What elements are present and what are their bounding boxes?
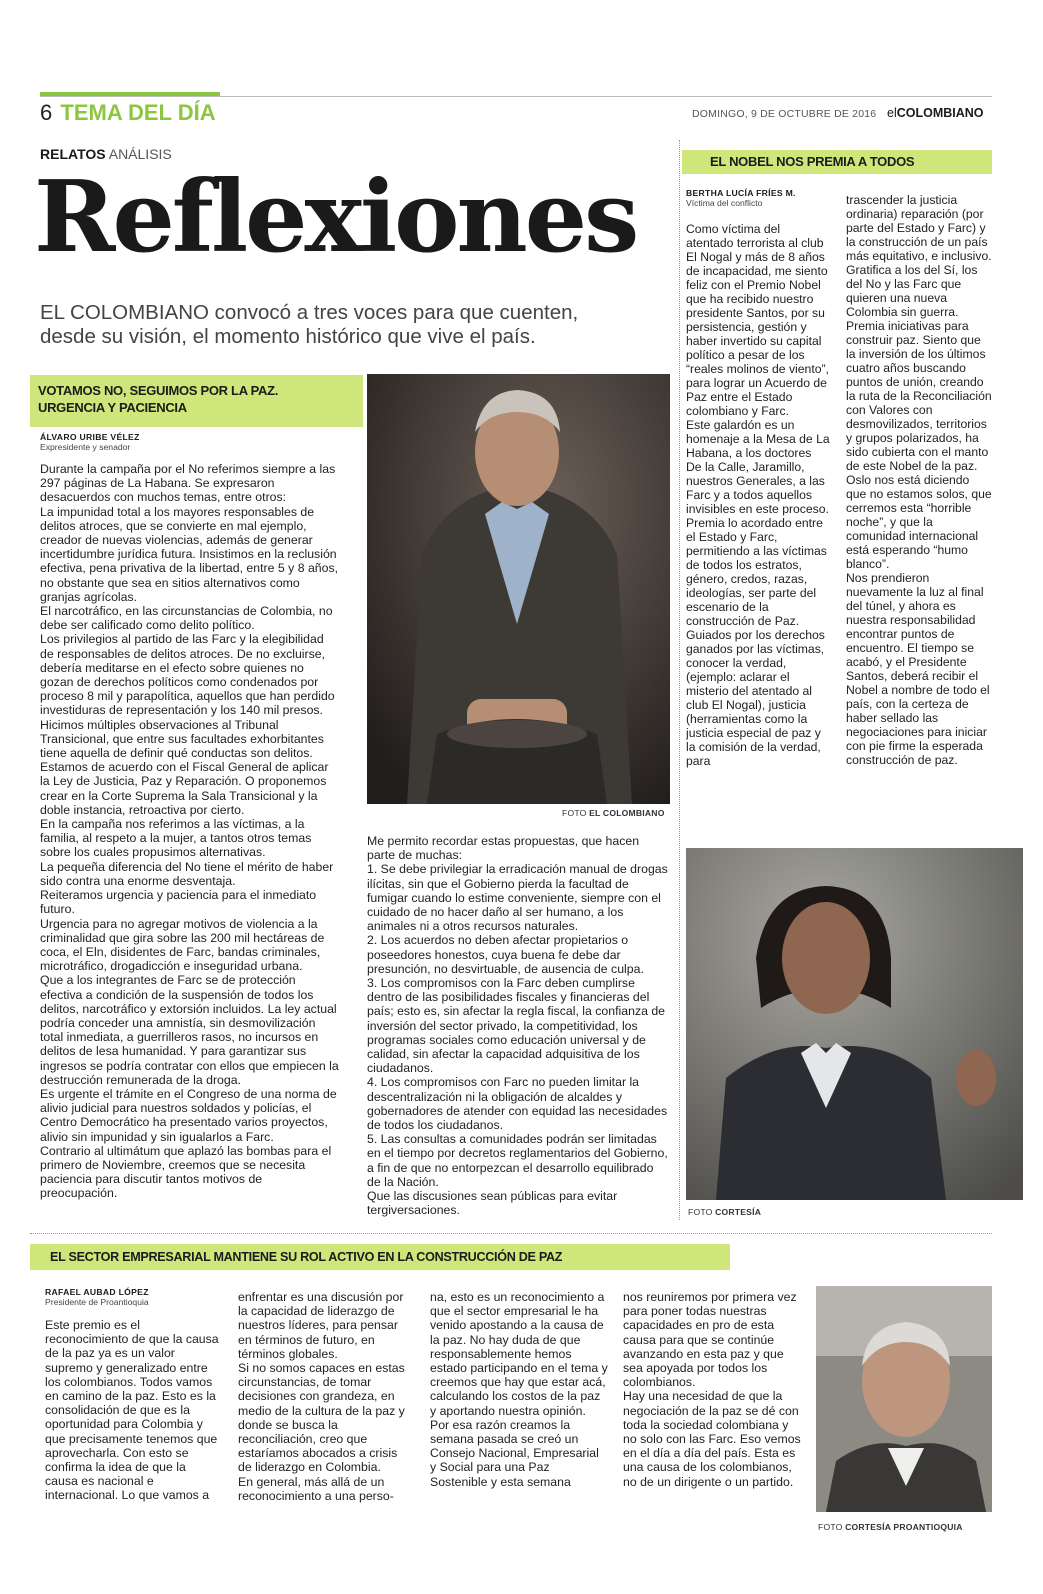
uribe-paragraph: Me permito recordar estas propuestas, que hacen parte de muchas: — [367, 834, 640, 863]
uribe-paragraph: 2. Los acuerdos no deben afectar propietarios o poseedores honestos, cuya buena fe debe dar presunción, no desvirtuable, de ausencia de culpa. — [367, 933, 644, 976]
uribe-paragraph: La pequeña diferencia del No tiene el mérito de haber sido contra una enorme desventaja. — [40, 859, 334, 888]
uribe-paragraph: Que a los integrantes de Farc se de protección efectiva a condición de la suspensión de todos los delitos, narcotráfico y extorsión incluidos. La ley actual podría conceder una amnistía, sin desmovilización total inmediata, a guerrilleros rasos, no incursos en delitos de lesa humanidad. Y para garantizar sus ingresos se podría contratar con ellos que empiecen la destrucción remunerada de la droga. — [40, 973, 339, 1087]
uribe-photo — [367, 374, 670, 804]
uribe-paragraph: Durante la campaña por el No referimos siempre a las 297 páginas de La Habana. Se expresaron desacuerdos con muchos temas, entre otros: — [40, 462, 336, 505]
aubad-paragraph: Por esa razón creamos la semana pasada se creó un Consejo Nacional, Empresarial y Social para una Paz Sostenible y esta semana — [430, 1417, 599, 1489]
fries-banner: EL NOBEL NOS PREMIA A TODOS — [682, 150, 992, 174]
uribe-paragraph: Contrario al ultimátum que aplazó las bombas para el primero de Noviembre, creemos que se necesita paciencia para discutir tantos motivos de preocupación. — [40, 1143, 332, 1201]
uribe-paragraph: 5. Las consultas a comunidades podrán ser limitadas en el tiempo por decretos reglamentarios del Gobierno, a fin de que no entorpezcan el desarrollo equilibrado de la Nación. — [367, 1132, 668, 1189]
aubad-paragraph: En general, más allá de un reconocimiento a una perso- — [238, 1474, 394, 1503]
aubad-column-2 — [238, 1290, 414, 1538]
aubad-caption-prefix: FOTO — [818, 1522, 843, 1532]
aubad-photo — [816, 1286, 992, 1512]
uribe-role: Expresidente y senador — [40, 442, 131, 452]
uribe-paragraph: El narcotráfico, en las circunstancias de Colombia, no debe ser calificado como delito político. — [40, 604, 333, 633]
fries-paragraph: trascender la justicia ordinaria) reparación (por parte del Estado y Farc) y la construcción de un país más equitativo, e inclusivo. — [846, 193, 992, 263]
fries-author: BERTHA LUCÍA FRÍES M. — [686, 188, 796, 198]
aubad-paragraph: nos reuniremos por primera vez para poner todas nuestras capacidades en pro de esta causa para que se continúe avanzando en esta paz y que sea apoyada por todos los colombianos. — [623, 1290, 797, 1390]
fries-paragraph: Premia iniciativas para construir paz. Siento que la inversión de los últimos cuatro años buscando puntos de unión, creando la ruta de la Reconciliación con Valores con desmovilizados, territorios y grupos polarizados, ha sido cubierta con el manto de este Nobel de la paz. — [846, 319, 992, 473]
aubad-column-1 — [45, 1318, 220, 1538]
uribe-caption-prefix: FOTO — [562, 808, 587, 818]
column-divider — [679, 140, 680, 1220]
uribe-author: ÁLVARO URIBE VÉLEZ — [40, 432, 140, 442]
deck: EL COLOMBIANO convocó a tres voces para que cuenten, desde su visión, el momento histórico que vive el país. — [40, 301, 579, 348]
aubad-role: Presidente de Proantioquia — [45, 1297, 149, 1307]
uribe-paragraph: En la campaña nos referimos a las víctimas, a la familia, al respeto a la mujer, a tantos otros temas sobre los cuales propusimos alternativas. — [40, 817, 312, 860]
uribe-column-1 — [40, 462, 340, 1222]
uribe-paragraph: 3. Los compromisos con la Farc deben cumplirse dentro de las posibilidades fiscales y financieras del país; esto es, sin afectar la regla fiscal, la confianza de inversión del sector privado, la competitividad, los programas sociales como educación universal y de calidad, sin afectar la capacidad adquisitiva de los ciudadanos. — [367, 976, 666, 1076]
section-name: TEMA DEL DÍA — [60, 100, 216, 125]
uribe-banner-line1: VOTAMOS NO, SEGUIMOS POR LA PAZ. — [38, 383, 279, 398]
aubad-paragraph: Este premio es el reconocimiento de que la causa de la paz ya es un valor supremo y generalizado entre los colombianos. Todos vamos en camino de la paz. Esto es la consolidación de que es la oportunidad para Colombia y que precisamente tenemos que aprovecharla. Con esto se confirma la idea de que la causa es nacional e internacional. Lo que vamos a — [45, 1318, 219, 1503]
uribe-paragraph: Es urgente el trámite en el Congreso de una norma de alivio judicial para nuestros soldados y policías, el Centro Democrático ha presentado varios proyectos, alivio sin impunidad y sin igualarlos a Farc. — [40, 1086, 337, 1144]
brand-prefix: el — [887, 106, 897, 120]
uribe-paragraph: 1. Se debe privilegiar la erradicación manual de drogas ilícitas, sin que el Gobierno pierda la facultad de fumigar cuando lo estime conveniente, siempre con el cuidado de no hacer daño al ser humano, a los animales ni a otros recursos naturales. — [367, 862, 668, 934]
aubad-banner: EL SECTOR EMPRESARIAL MANTIENE SU ROL ACTIVO EN LA CONSTRUCCIÓN DE PAZ — [30, 1244, 730, 1270]
aubad-column-3 — [430, 1290, 608, 1538]
fries-caption-prefix: FOTO — [688, 1207, 713, 1217]
aubad-column-4 — [623, 1290, 803, 1538]
page-number: 6 — [40, 100, 53, 125]
fries-paragraph: Este galardón es un homenaje a la Mesa de La Habana, a los doctores De la Calle, Jaramillo, nuestros Generales, a las Farc y a todos aquellos invisibles en este proceso. — [686, 418, 830, 516]
uribe-banner — [30, 375, 363, 427]
uribe-column-2 — [367, 834, 670, 1220]
uribe-paragraph: La impunidad total a los mayores responsables de delitos atroces, que se convierte en mal ejemplo, creador de nuevas violencias, además de generar incertidumbre jurídica futura. Insistimos en la reclusión efectiva, pena privativa de la libertad, entre 5 y 8 años, no obstante que sea en sitios alternativos como granjas agrícolas. — [40, 504, 339, 604]
fries-column-2 — [846, 193, 992, 823]
aubad-paragraph: Si no somos capaces en estas circunstancias, de tomar decisiones con grandeza, en medio de la cultura de la paz y donde se busca la reconciliación, creo que estaríamos abocados a crisis de liderazgo en Colombia. — [238, 1361, 405, 1475]
uribe-banner-line2: URGENCIA Y PACIENCIA — [38, 400, 187, 415]
headline: Reflexiones — [34, 160, 637, 275]
uribe-paragraph: Los privilegios al partido de las Farc y la elegibilidad de responsables de delitos atroces. De no excluirse, debería meditarse en el efecto sobre quienes no gozan de derechos políticos como condenados por proceso 8 mil y parapolítica, aquellos que han perdido investiduras de representación y los 140 mil presos. — [40, 632, 335, 718]
brand-logo — [887, 106, 984, 120]
uribe-paragraph: Estamos de acuerdo con el Fiscal General de aplicar la Ley de Justicia, Paz y Reparación. O proponemos crear en la Corte Suprema la Sala Transicional y la doble instancia, retroactiva por cierto. — [40, 760, 329, 817]
uribe-paragraph: Hicimos múltiples observaciones al Tribunal Transicional, que entre sus facultades exhorbitantes tiene aquella de definir qué conductas son delitos. — [40, 717, 324, 761]
aubad-paragraph: Hay una necesidad de que la negociación de la paz se dé con toda la sociedad colombiana y no solo con las Farc. Eso vemos en el día a día del país. Esta es una causa de los colombianos, no de un dirigente o un partido. — [623, 1389, 801, 1489]
aubad-author: RAFAEL AUBAD LÓPEZ — [45, 1287, 149, 1297]
kicker-light: ANÁLISIS — [108, 146, 172, 162]
section-divider — [30, 1233, 992, 1234]
uribe-photo-image — [367, 374, 670, 804]
fries-caption-source: CORTESÍA — [715, 1207, 762, 1217]
kicker-bold: RELATOS — [40, 146, 106, 162]
fries-photo-image — [686, 848, 1023, 1200]
aubad-paragraph: enfrentar es una discusión por la capacidad de liderazgo de nuestros líderes, para pensar en términos de futuro, en términos globales. — [238, 1290, 404, 1361]
uribe-paragraph: Urgencia para no agregar motivos de violencia a la criminalidad que gira sobre las 200 mil hectáreas de coca, el Eln, disidentes de Farc, bandas criminales, microtráfico, drogadicción e inseguridad urbana. — [40, 916, 325, 974]
fries-column-1 — [686, 222, 830, 822]
aubad-photo-caption — [818, 1522, 963, 1532]
section-header — [40, 101, 216, 125]
brand-name: COLOMBIANO — [896, 106, 984, 120]
uribe-caption-source: EL COLOMBIANO — [589, 808, 665, 818]
fries-role: Víctima del conflicto — [686, 198, 763, 208]
fries-paragraph: Gratifica a los del Sí, los del No y las Farc que quieren una nueva Colombia sin guerra. — [846, 263, 978, 319]
aubad-paragraph: na, esto es un reconocimiento a que el sector empresarial le ha venido apostando a la causa de la paz. No hay duda de que responsablemente hemos estado participando en el tema y creemos que hay que estar acá, calculando los costos de la paz y aportando nuestra opinión. — [430, 1290, 608, 1418]
uribe-paragraph: Que las discusiones sean públicas para evitar tergiversaciones. — [367, 1189, 618, 1218]
uribe-photo-caption — [562, 808, 665, 818]
uribe-paragraph: 4. Los compromisos con Farc no pueden limitar la descentralización ni la obligación de alcaldes y gobernadores de atender con equidad las necesidades de todos los ciudadanos. — [367, 1075, 668, 1133]
uribe-paragraph: Reiteramos urgencia y paciencia para el inmediato futuro. — [40, 888, 317, 917]
fries-paragraph: Premia lo acordado entre el Estado y Farc, permitiendo a las víctimas de todos los estratos, género, credos, razas, ideologías, ser parte del escenario de la construcción de Paz. Guiados por los derechos ganados por las víctimas, conocer la verdad, (ejemplo: aclarar el misterio del atentado al club El Nogal), justicia (herramientas como la justicia especial de paz y la comisión de la verdad, para — [686, 516, 827, 768]
header-date: DOMINGO, 9 DE OCTUBRE DE 2016 — [692, 108, 877, 120]
fries-paragraph: Oslo nos está diciendo que no estamos solos, que cerremos esta “horrible noche”, y que la comunidad internacional está esperando “humo blanco”. — [846, 473, 992, 571]
fries-paragraph: Como víctima del atentado terrorista al club El Nogal y más de 8 años de incapacidad, me siento feliz con el Premio Nobel que ha recibido nuestro presidente Santos, por su persistencia, gestión y haber invertido su capital político a pesar de los “reales molinos de viento”, para lograr un Acuerdo de Paz entre el Estado colombiano y Farc. — [686, 222, 829, 418]
aubad-photo-image — [816, 1286, 992, 1512]
fries-paragraph: Nos prendieron nuevamente la luz al final del túnel, y ahora es nuestra responsabilidad encontrar puntos de encuentro. El tiempo se acabó, y el Presidente Santos, deberá recibir el Nobel a nombre de todo el país, con la certeza de haber sellado las negociaciones para iniciar con pie firme la esperada construcción de paz. — [846, 571, 990, 767]
header-rule — [40, 96, 992, 97]
aubad-caption-source: CORTESÍA PROANTIOQUIA — [845, 1522, 963, 1532]
fries-photo-caption — [688, 1207, 761, 1217]
fries-photo — [686, 848, 1023, 1200]
